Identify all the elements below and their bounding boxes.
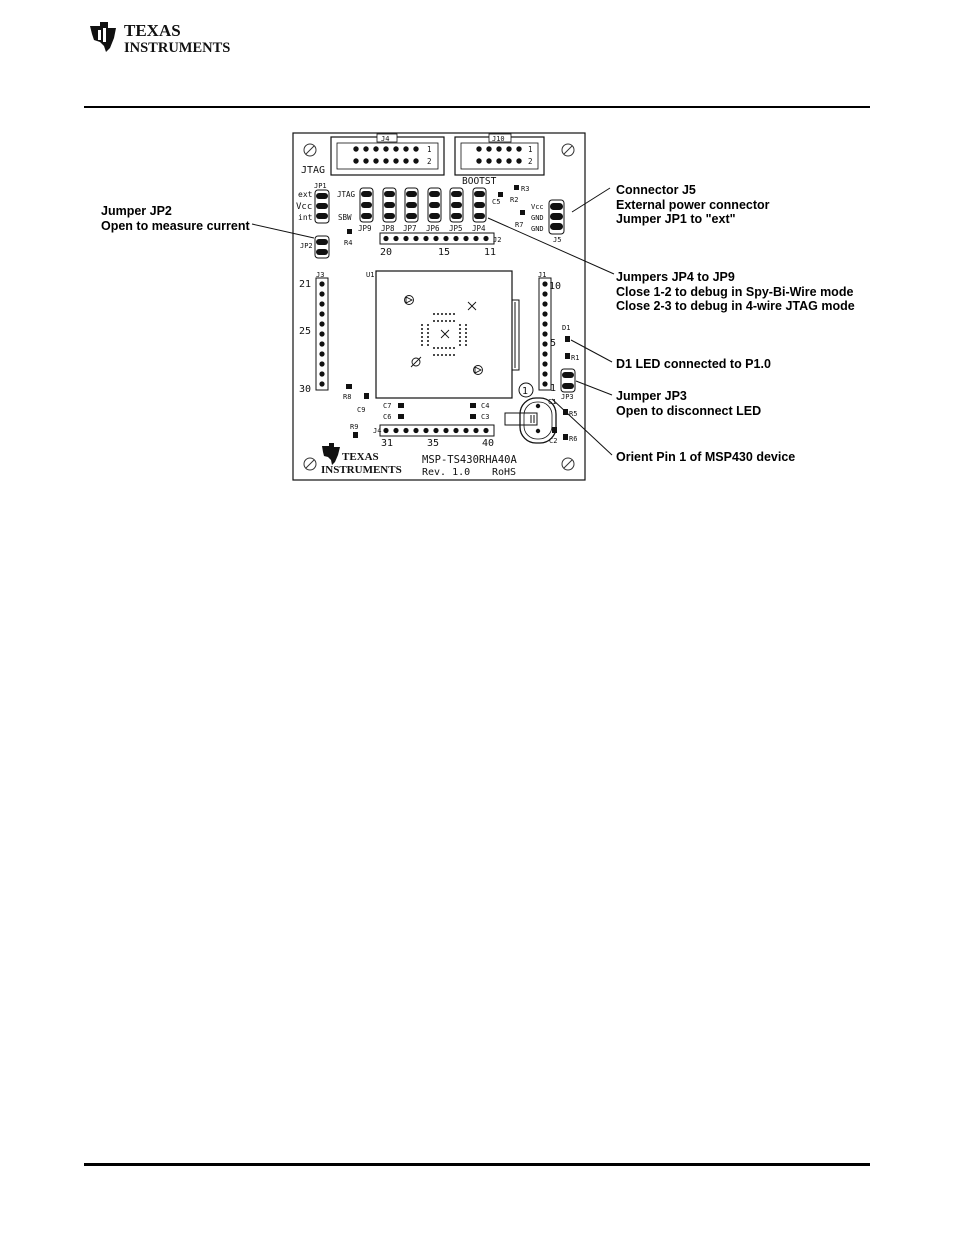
jp1-ext-label: ext [298,190,313,199]
j2-label: J2 [493,236,502,244]
pin-label-31: 31 [381,438,394,449]
r4-label: R4 [344,239,353,247]
callout-j5-line1: Connector J5 [616,183,696,197]
jp2-label: JP2 [300,242,313,250]
r8-label: R8 [343,393,352,401]
r9-pad [353,432,358,438]
callout-jp2-line2: Open to measure current [101,218,250,233]
callout-jp4-jp9-line2: Close 1-2 to debug in Spy-Bi-Wire mode [616,284,854,299]
board-diagram [0,0,954,520]
jp9-label: JP9 [358,224,372,233]
jp4-label: JP4 [472,224,486,233]
d1-label: D1 [562,324,571,332]
callout-d1 [616,357,771,372]
c3-pad [470,414,476,419]
board-rev: Rev. 1.0 [422,467,471,478]
board-outline [293,133,585,480]
c5-label: C5 [492,198,501,206]
pin-label-11: 11 [484,247,497,258]
callout-pin1 [616,450,795,465]
footer-rule [84,1163,870,1166]
pin-label-1: 1 [550,383,557,394]
jumper-jp1 [315,190,329,223]
sbw-small-label: SBW [338,213,352,222]
logo-line2: INSTRUMENTS [124,40,231,56]
j5-gnd1-label: GND [531,214,544,222]
r8-pad [346,384,352,389]
callout-jp4-jp9 [616,270,855,314]
c4-pad [470,403,476,408]
callout-jp3 [616,389,761,418]
r7-pad [520,210,525,215]
jp1-vcc-label: Vcc [296,202,313,212]
c9-pad [364,393,369,399]
callout-jp4-jp9-line3: Close 2-3 to debug in 4-wire JTAG mode [616,299,855,313]
jp1-label: JP1 [314,182,327,190]
jtag-small-label: JTAG [337,190,356,199]
j5-vcc-label: Vcc [531,203,544,211]
pin-label-30: 30 [299,384,312,395]
r1-label: R1 [571,354,580,362]
r7-label: R7 [515,221,524,229]
c6-pad [398,414,404,419]
board-logo-line2: INSTRUMENTS [321,464,402,476]
pin-label-10: 10 [549,281,562,292]
board-rohs: RoHS [492,467,517,478]
callout-jp3-line2: Open to disconnect LED [616,403,762,418]
pin-label-15: 15 [438,247,451,258]
u1-label: U1 [366,271,375,279]
j5-gnd2-label: GND [531,225,544,233]
r5-label: R5 [569,410,578,418]
r6-pad [563,434,568,440]
r9-label: R9 [350,423,359,431]
pin-label-5: 5 [550,338,557,349]
bottom-j4-label: J4 [373,427,382,435]
c7-label: C7 [383,402,392,410]
r1-pad [565,353,570,359]
callout-j5 [616,183,770,227]
callout-jp2 [101,204,250,233]
board-name: MSP-TS430RHA40A [422,454,517,466]
r3-label: R3 [521,185,530,193]
board-logo-line1: TEXAS [342,451,379,463]
r4-pad [347,229,352,234]
callout-j5-line2: External power connector [616,197,770,212]
pin-label-25: 25 [299,326,312,337]
c2-pad [552,427,557,433]
callout-jp3-line1: Jumper JP3 [616,389,687,403]
pin-label-40: 40 [482,438,495,449]
pin-label-20: 20 [380,247,393,258]
jp5-label: JP5 [449,224,463,233]
callout-jp4-jp9-line1: Jumpers JP4 to JP9 [616,270,735,284]
power-connector-j5 [549,200,564,234]
c9-label: C9 [357,406,366,414]
j4-pin1-label: 1 [427,145,432,154]
j3-label: J3 [316,271,325,279]
j4-pin2-label: 2 [427,157,432,166]
c3-label: C3 [481,413,490,421]
r6-label: R6 [569,435,578,443]
c6-label: C6 [383,413,392,421]
c1-label: C1 [548,398,557,406]
j5-label: J5 [553,236,562,244]
c4-label: C4 [481,402,490,410]
logo-line1: TEXAS [124,21,181,40]
jp8-label: JP8 [381,224,395,233]
pin-label-21: 21 [299,279,312,290]
callout-jp2-line1: Jumper JP2 [101,204,172,218]
j10-label: J10 [492,135,505,143]
jp3-label: JP3 [561,393,574,401]
c2-label: C2 [549,437,558,445]
r3-pad [514,185,519,190]
c7-pad [398,403,404,408]
c5-pad [498,192,503,197]
bootst-label: BOOTST [462,176,497,187]
callout-pin1-line1: Orient Pin 1 of MSP430 device [616,450,796,464]
j4-label: J4 [381,135,390,143]
d1-led [565,336,570,342]
callout-j5-line3: Jumper JP1 to "ext" [616,212,736,226]
j1-label: J1 [538,271,547,279]
j10-pin2-label: 2 [528,157,533,166]
r2-label: R2 [510,196,519,204]
callout-d1-line1: D1 LED connected to P1.0 [616,357,771,371]
pin-label-35: 35 [427,438,440,449]
jp7-label: JP7 [403,224,417,233]
jp1-int-label: int [298,213,313,222]
j10-pin1-label: 1 [528,145,533,154]
jp6-label: JP6 [426,224,440,233]
pin1-marker-label: 1 [522,386,529,397]
jtag-label: JTAG [301,165,326,176]
